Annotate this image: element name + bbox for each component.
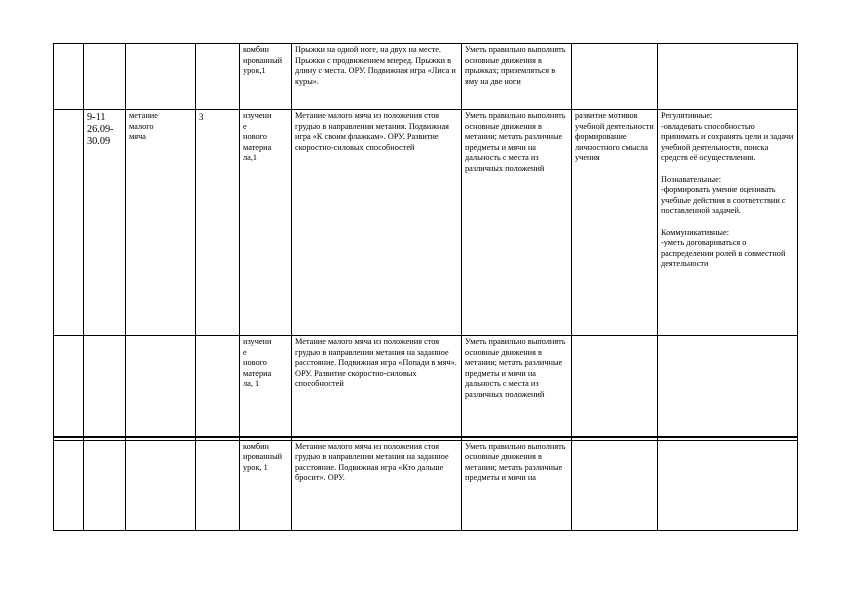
lesson-type-cell-text: изучени е нового материа ла,1	[243, 111, 272, 163]
table-row	[54, 336, 798, 437]
hours-cell	[196, 110, 240, 336]
lesson-type-cell	[240, 110, 292, 336]
lesson-content-cell-text: Метание малого мяча из положения стоя грудью в направлении метания на заданное расстояние. Подвижная игра «Попади в мяч». ОРУ. Развитие скоростно-силовых способностей	[295, 337, 457, 389]
subject-results-cell	[462, 440, 572, 530]
lesson-type-cell	[240, 44, 292, 110]
lesson-content-cell	[292, 44, 462, 110]
personal-results-cell	[572, 440, 658, 530]
lesson-content-cell-text: Метание малого мяча из положения стоя грудью в направлении метания. Подвижная игра «К своим флажкам». ОРУ. Развитие скоростно-силовых способностей	[295, 111, 449, 152]
dates-cell-text: 9-11 26.09- 30.09	[87, 112, 114, 147]
personal-results-cell	[572, 110, 658, 336]
lesson-plan-table	[53, 43, 798, 531]
lesson-content-cell	[292, 440, 462, 530]
personal-results-cell-text: развитие мотивов учебной деятельности формирование личностного смысла учения	[575, 111, 654, 163]
subject-results-cell	[462, 110, 572, 336]
personal-results-cell	[572, 336, 658, 437]
dates-cell	[84, 110, 126, 336]
topic-cell	[126, 440, 196, 530]
lesson-type-cell-text: изучени е нового материа ла, 1	[243, 337, 272, 389]
lesson-type-cell	[240, 440, 292, 530]
row-number-cell	[54, 44, 84, 110]
lesson-content-cell-text: Метание малого мяча из положения стоя грудью в направлении метания на заданное расстояние. Подвижная игра «Кто дальше бросит». ОРУ.	[295, 441, 449, 483]
meta-results-cell	[658, 110, 798, 336]
hours-cell	[196, 440, 240, 530]
meta-results-cell-text: Регулятивные: -овладевать способностью принимать и сохранять цели и задачи учебной деятельности, поиска средств её осуществления. Познавательные: -формировать умение оценивать учебные действия в соответствии с поставленной задачей. Коммуникативные: -уметь договариваться о распределении ролей в совместной деятельности	[661, 111, 794, 269]
subject-results-cell-text: Уметь правильно выполнять основные движения в метании; метать различные предметы и мячи на дальность с места из различных положений	[465, 111, 566, 173]
topic-cell	[126, 110, 196, 336]
meta-results-cell	[658, 44, 798, 110]
lesson-content-cell	[292, 110, 462, 336]
dates-cell	[84, 336, 126, 437]
lesson-content-cell	[292, 336, 462, 437]
meta-results-cell	[658, 440, 798, 530]
row-number-cell	[54, 440, 84, 530]
table-row	[54, 44, 798, 110]
hours-cell	[196, 336, 240, 437]
subject-results-cell	[462, 336, 572, 437]
table-row	[54, 440, 798, 530]
table-row	[54, 110, 798, 336]
hours-cell-text: 3	[199, 112, 204, 122]
subject-results-cell-text: Уметь правильно выполнять основные движения в метании; метать различные предметы и мячи на	[465, 441, 566, 483]
hours-cell	[196, 44, 240, 110]
topic-cell	[126, 44, 196, 110]
meta-results-cell	[658, 336, 798, 437]
dates-cell	[84, 44, 126, 110]
personal-results-cell	[572, 44, 658, 110]
dates-cell	[84, 440, 126, 530]
subject-results-cell	[462, 44, 572, 110]
topic-cell-text: метание малого мяча	[129, 111, 158, 142]
topic-cell	[126, 336, 196, 437]
row-number-cell	[54, 336, 84, 437]
lesson-content-cell-text: Прыжки на одной ноге, на двух на месте. Прыжки с продвижением вперед. Прыжки в длину с места. ОРУ. Подвижная игра «Лиса и куры».	[295, 45, 456, 86]
subject-results-cell-text: Уметь правильно выполнять основные движения в метании; метать различные предметы и мячи на дальность с места из различных положений	[465, 337, 566, 399]
lesson-type-cell	[240, 336, 292, 437]
lesson-type-cell-text: комбин ированный урок,1	[243, 45, 283, 76]
lesson-type-cell-text: комбин ированный урок, 1	[243, 441, 283, 472]
subject-results-cell-text: Уметь правильно выполнять основные движения в прыжках; приземляться в яму на две ноги	[465, 45, 566, 86]
row-number-cell	[54, 110, 84, 336]
